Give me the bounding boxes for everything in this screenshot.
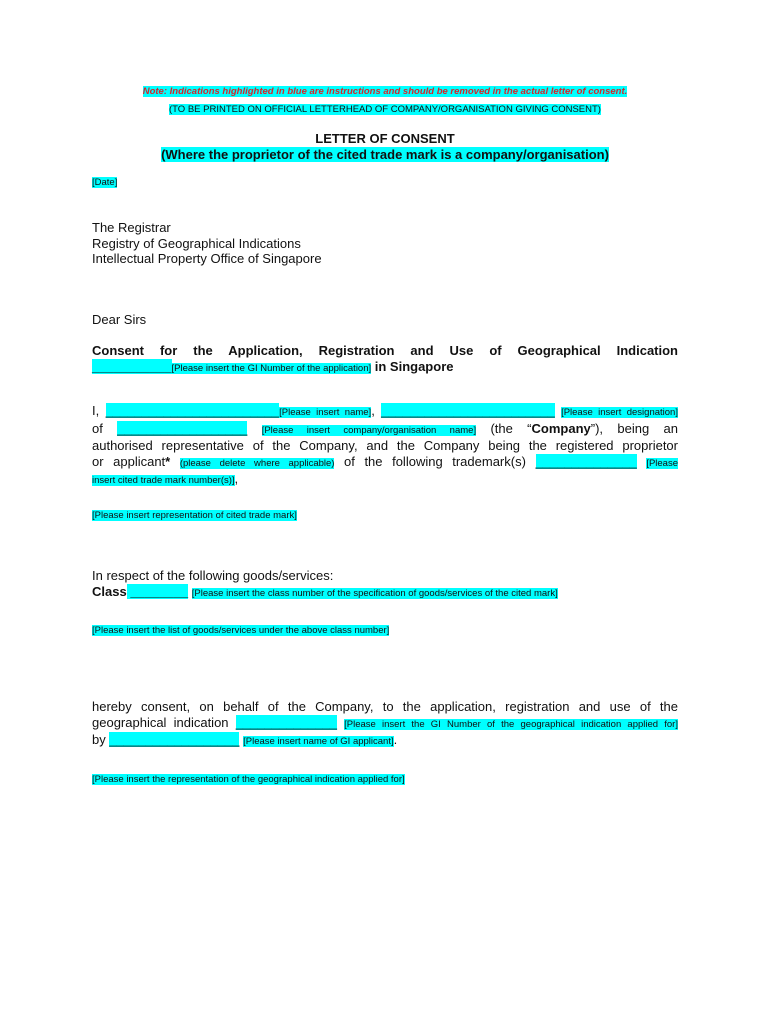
letterhead-instruction — [0, 104, 770, 115]
letterhead-instruction-text: (TO BE PRINTED ON OFFICIAL LETTERHEAD OF COMPANY/ORGANISATION GIVING CONSENT) — [169, 104, 601, 115]
consent-paragraph — [92, 699, 678, 750]
consent-line-2 — [92, 715, 678, 733]
address-line-2: Registry of Geographical Indications — [92, 235, 301, 251]
para1-line-5 — [92, 471, 678, 489]
goods-list-instruction: [Please insert the list of goods/services under the above class number] — [92, 625, 390, 636]
trademark-instruction-a: [Please — [646, 457, 678, 469]
cited-mark-representation-text: [Please insert representation of cited trade mark] — [92, 510, 297, 521]
gi-representation-placeholder — [92, 774, 405, 785]
para1-following: of the following trademark(s) — [334, 453, 536, 469]
consent-line-1: hereby consent, on behalf of the Company, to the application, registration and use of the — [92, 699, 678, 714]
para1-the-company-pre: (the “ — [476, 420, 532, 436]
designation-instruction: [Please insert designation] — [561, 407, 678, 418]
para1-asterisk: * — [165, 453, 171, 469]
consent-gi-blank: ______________ — [235, 714, 337, 730]
para1-of: of — [92, 420, 118, 436]
subject-line-2 — [92, 359, 678, 377]
gi-representation-text: [Please insert the representation of the geographical indication applied for] — [92, 774, 405, 785]
subject-in-singapore: in Singapore — [371, 358, 454, 374]
para1-comma: , — [371, 403, 382, 418]
consent-party-paragraph — [92, 403, 678, 489]
cited-mark-representation-placeholder — [92, 510, 297, 521]
consent-gi-text: geographical indication — [92, 714, 236, 730]
letter-subtitle — [0, 147, 770, 162]
subject-heading — [92, 343, 678, 376]
consent-by: by — [92, 732, 110, 747]
para1-line-3: authorised representative of the Company, and the Company being the registered proprietor — [92, 438, 678, 453]
salutation: Dear Sirs — [92, 312, 147, 327]
name-instruction: [Please insert name] — [279, 407, 372, 418]
recipient-address — [92, 220, 322, 267]
date-placeholder — [92, 177, 117, 188]
consent-by-blank: __________________ — [109, 732, 240, 747]
class-label: Class — [92, 583, 127, 599]
para1-line-4 — [92, 454, 678, 472]
para1-the-company-post: ”), being an — [590, 420, 678, 436]
consent-line-3 — [92, 732, 678, 750]
delete-instruction: (please delete where applicable) — [179, 457, 335, 469]
address-line-3: Intellectual Property Office of Singapore — [92, 251, 322, 266]
consent-by-instruction: [Please insert name of GI applicant] — [243, 736, 394, 747]
name-blank: ________________________ — [105, 403, 280, 418]
consent-gi-instruction: [Please insert the GI Number of the geographical indication applied for] — [344, 718, 678, 730]
subject-gi-blank: ___________ — [92, 358, 172, 374]
para1-trail: , — [234, 471, 239, 486]
para1-line-1 — [92, 403, 678, 421]
designation-blank: ________________________ — [381, 403, 555, 418]
trademark-instruction-b: insert cited trade mark number(s)] — [92, 475, 235, 486]
subject-gi-instruction: [Please insert the GI Number of the application] — [171, 362, 372, 374]
company-blank: __________________ — [117, 420, 248, 436]
company-defined-term: Company — [531, 420, 591, 436]
para1-i: I, — [92, 403, 106, 418]
company-instruction: [Please insert company/organisation name] — [261, 424, 477, 436]
subject-line-1: Consent for the Application, Registration and Use of Geographical Indication — [92, 343, 678, 358]
class-blank: ________ — [126, 583, 189, 599]
goods-intro: In respect of the following goods/services: — [92, 568, 334, 583]
address-line-1: The Registrar — [92, 220, 171, 235]
instruction-note — [0, 86, 770, 97]
date-placeholder-text: [Date] — [92, 177, 118, 188]
class-line — [92, 584, 678, 602]
trademark-blank: ______________ — [535, 453, 637, 469]
consent-period: . — [393, 732, 398, 747]
class-instruction: [Please insert the class number of the specification of goods/services of the cited mark] — [191, 587, 558, 599]
para1-or-applicant: or applicant — [92, 453, 166, 469]
goods-list-placeholder — [92, 625, 389, 636]
letter-subtitle-text: (Where the proprietor of the cited trade mark is a company/organisation) — [161, 147, 609, 162]
goods-services-section — [92, 568, 678, 601]
para1-line-2 — [92, 421, 678, 439]
instruction-note-text: Note: Indications highlighted in blue are instructions and should be removed in the actual letter of consent. — [142, 86, 628, 97]
letter-title: LETTER OF CONSENT — [315, 131, 455, 146]
